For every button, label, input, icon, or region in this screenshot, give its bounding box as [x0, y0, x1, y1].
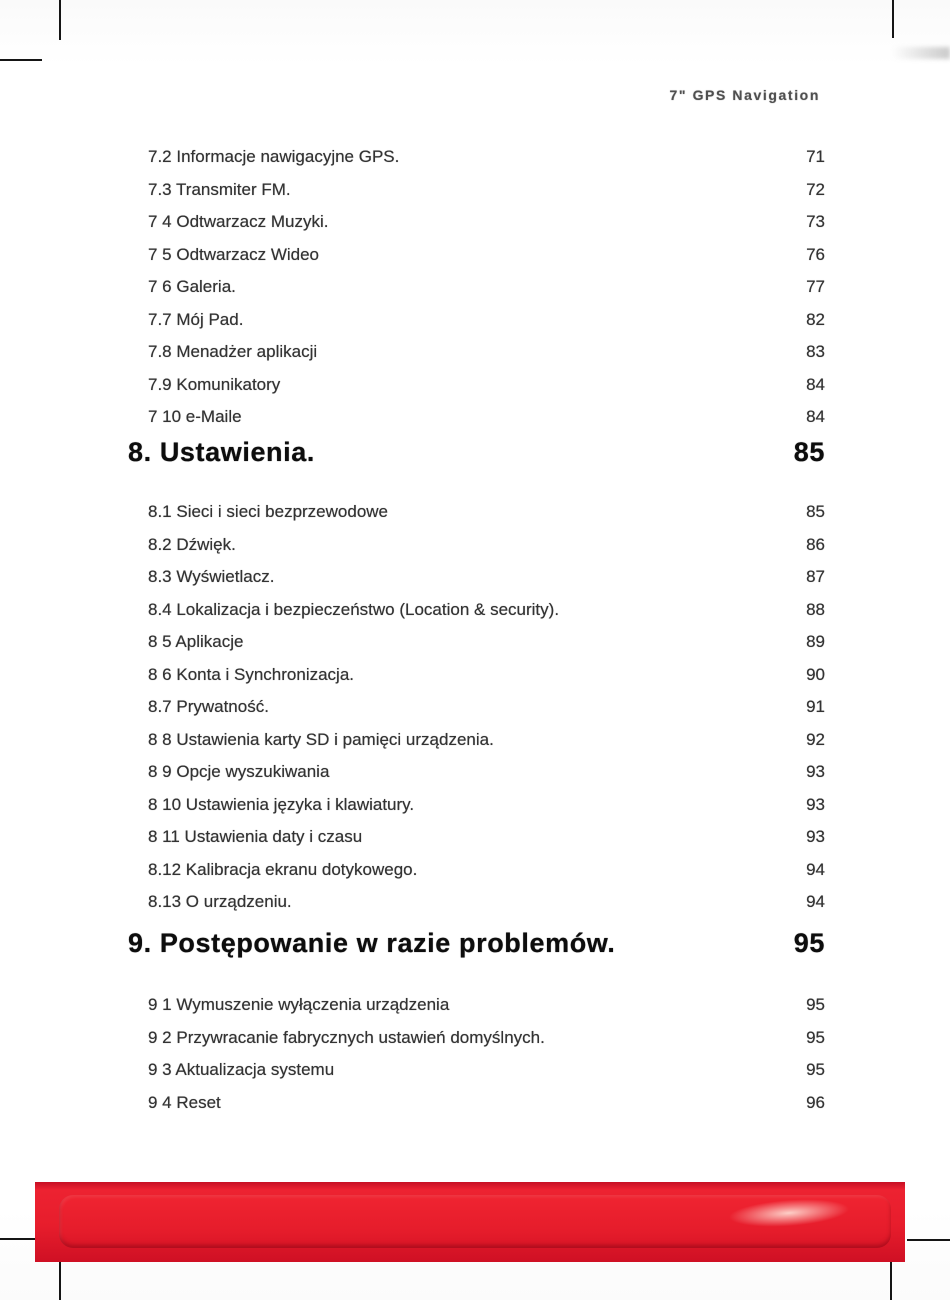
toc-entry-title: 7 4 Odtwarzacz Muzyki.: [148, 212, 329, 232]
toc-entry-title: 7.7 Mój Pad.: [148, 309, 244, 329]
toc-entry: [148, 594, 825, 627]
toc-entry-title: 8.7 Prywatność.: [148, 697, 269, 717]
toc-entry: [148, 496, 825, 529]
toc-entry-page: 95: [806, 1060, 825, 1080]
toc-entry: [148, 369, 825, 402]
toc-entry: [148, 989, 825, 1022]
toc-entry: [148, 1054, 825, 1087]
toc-entry: [148, 401, 825, 434]
toc-entry-page: 88: [806, 599, 825, 619]
toc-entry-page: 89: [806, 632, 825, 652]
toc-entry-page: 76: [806, 244, 825, 264]
toc-entry-title: 7.3 Transmiter FM.: [148, 179, 291, 199]
toc-heading-page: 85: [793, 436, 825, 467]
scan-smudge-top-right: [892, 47, 950, 59]
toc-entry: [148, 1087, 825, 1120]
toc-entry-title: 8 11 Ustawienia daty i czasu: [148, 827, 363, 847]
toc-entry-title: 8.2 Dźwięk.: [148, 534, 236, 554]
toc-entry-page: 87: [806, 567, 825, 587]
toc-entry-title: 8 9 Opcje wyszukiwania: [148, 762, 330, 782]
toc-entry-page: 86: [806, 534, 825, 554]
crop-mark-top-left-horizontal: [0, 59, 42, 61]
toc-entry: [148, 336, 825, 369]
toc-entry-page: 72: [806, 179, 825, 199]
toc-entry-page: 94: [806, 892, 825, 912]
toc-entry: [148, 854, 825, 887]
toc-entry: [148, 756, 825, 789]
crop-mark-top-left-vertical: [59, 0, 61, 40]
toc-entry-title: 8.12 Kalibracja ekranu dotykowego.: [148, 859, 418, 879]
toc-entry-page: 90: [806, 664, 825, 684]
toc-heading-section-9: [128, 922, 825, 964]
toc-entry: [148, 529, 825, 562]
toc-entry-title: 8 6 Konta i Synchronizacja.: [148, 664, 355, 684]
toc-entry: [148, 1022, 825, 1055]
toc-entry-title: 9 3 Aktualizacja systemu: [148, 1060, 335, 1080]
toc-entry: [148, 724, 825, 757]
toc-entry-page: 77: [806, 277, 825, 297]
toc-entry: [148, 561, 825, 594]
toc-entry: [148, 271, 825, 304]
toc-entry: [148, 174, 825, 207]
toc-entry: [148, 304, 825, 337]
toc-entry-title: 8 5 Aplikacje: [148, 632, 244, 652]
toc-entry-title: 7.8 Menadżer aplikacji: [148, 342, 318, 362]
toc-entry: [148, 659, 825, 692]
toc-entry-title: 8.4 Lokalizacja i bezpieczeństwo (Location & security).: [148, 599, 560, 619]
toc-entry-title: 7 6 Galeria.: [148, 277, 236, 297]
toc-entry-title: 7.9 Komunikatory: [148, 374, 281, 394]
toc-entry-page: 83: [806, 342, 825, 362]
toc-section-8-list: [148, 496, 825, 919]
toc-entry: [148, 691, 825, 724]
toc-entry-title: 9 2 Przywracanie fabrycznych ustawień domyślnych.: [148, 1027, 545, 1047]
toc-entry: [148, 239, 825, 272]
crop-mark-top-right-vertical: [892, 0, 894, 38]
toc-entry-page: 91: [806, 697, 825, 717]
toc-heading-title: 8. Ustawienia.: [128, 436, 315, 467]
toc-entry-title: 8.13 O urządzeniu.: [148, 892, 292, 912]
toc-entry-page: 82: [806, 309, 825, 329]
toc-heading-title: 9. Postępowanie w razie problemów.: [128, 927, 616, 958]
toc-entry-page: 73: [806, 212, 825, 232]
toc-entry: [148, 789, 825, 822]
toc-entry-title: 7 10 e-Maile: [148, 407, 242, 427]
toc-entry-title: 8 10 Ustawienia języka i klawiatury.: [148, 794, 415, 814]
toc-entry-page: 85: [806, 502, 825, 522]
toc-entry: [148, 141, 825, 174]
page-header-title: 7" GPS Navigation: [669, 87, 820, 103]
toc-entry-title: 8.1 Sieci i sieci bezprzewodowe: [148, 502, 389, 522]
toc-entry-title: 8.3 Wyświetlacz.: [148, 567, 275, 587]
toc-entry-title: 9 4 Reset: [148, 1092, 221, 1112]
toc-entry: [148, 886, 825, 919]
toc-entry-page: 93: [806, 827, 825, 847]
toc-entry-page: 95: [806, 995, 825, 1015]
red-footer-banner: [35, 1182, 905, 1262]
toc-entry-page: 71: [806, 147, 825, 167]
toc-entry-page: 94: [806, 859, 825, 879]
toc-entry-page: 92: [806, 729, 825, 749]
banner-gloss-highlight: [728, 1196, 850, 1230]
toc-section-7-list: [148, 141, 825, 434]
toc-heading-section-8: [128, 433, 825, 471]
toc-entry-title: 8 8 Ustawienia karty SD i pamięci urządzenia.: [148, 729, 494, 749]
toc-entry-page: 95: [806, 1027, 825, 1047]
toc-entry-title: 7.2 Informacje nawigacyjne GPS.: [148, 147, 400, 167]
toc-entry: [148, 626, 825, 659]
toc-entry-page: 96: [806, 1092, 825, 1112]
toc-entry: [148, 206, 825, 239]
toc-entry-page: 93: [806, 794, 825, 814]
toc-entry-title: 7 5 Odtwarzacz Wideo: [148, 244, 320, 264]
toc-entry-page: 84: [806, 407, 825, 427]
toc-entry-title: 9 1 Wymuszenie wyłączenia urządzenia: [148, 995, 450, 1015]
toc-entry-page: 84: [806, 374, 825, 394]
toc-heading-page: 95: [793, 927, 825, 958]
toc-entry: [148, 821, 825, 854]
toc-entry-page: 93: [806, 762, 825, 782]
red-footer-banner-inner: [59, 1195, 891, 1248]
toc-section-9-list: [148, 989, 825, 1119]
crop-mark-bottom-right-horizontal: [907, 1239, 950, 1241]
